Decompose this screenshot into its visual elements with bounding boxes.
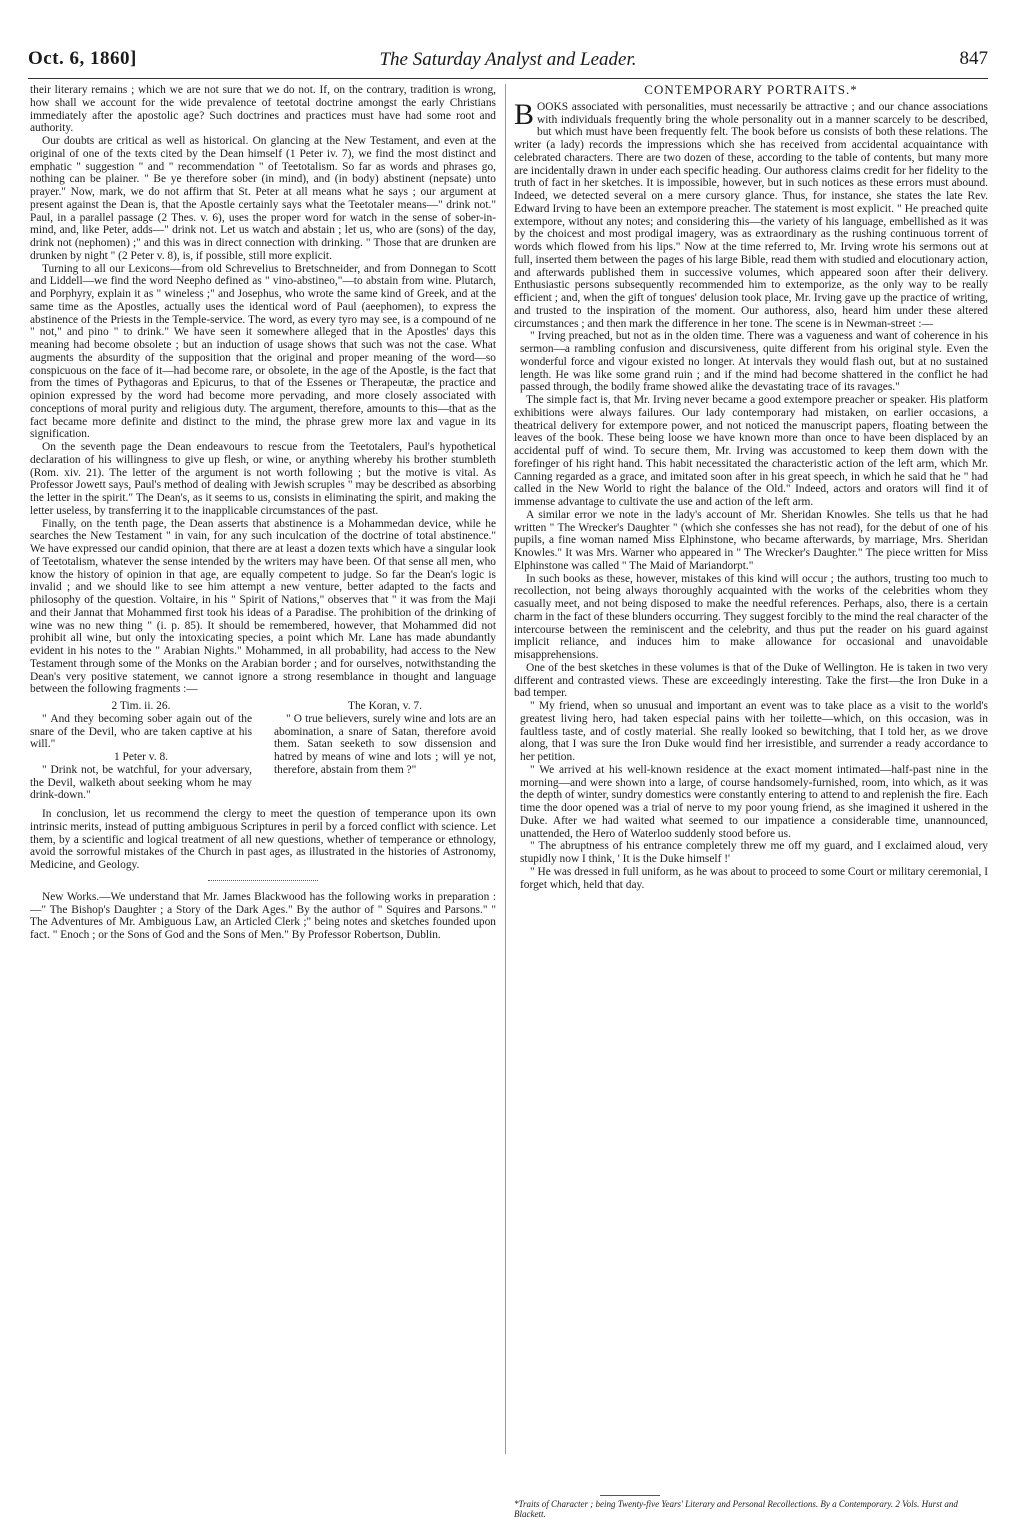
scripture-quotes (30, 700, 252, 802)
section-title: CONTEMPORARY PORTRAITS.* (644, 84, 858, 97)
article-paragraph: The simple fact is, that Mr. Irving never became a good extempore preacher or speaker. His platform exhibitions were always failures. Our lady contemporary had mistaken, on earlier occasions, a theatrical delivery for extempore power, and not noticed the manuscript papers, floating between the leaves of the book. These being loose we have known more than once to have been displaced by an accidental puff of wind. To secure them, Mr. Irving was accustomed to keep them down with the forefinger of his right hand. This habit necessitated the characteristic action of the left arm, which Mr. Canning regarded as a grace, and imitated soon after in his great speech, in which he said that he " had called in the New World to right the balance of the Old." Indeed, actors and orators will find it of immense advantage to cultivate the use and action of the left arm. (514, 394, 988, 508)
article-paragraph: their literary remains ; which we are not sure that we do not. If, on the contrary, tradition is wrong, how shall we account for the wide prevalence of teetotal doctrine amongst the early Christians immediately after the apostolic age? Such doctrines and practices must have had some root and authority. (30, 84, 496, 135)
quoted-passage: " The abruptness of his entrance completely threw me off my guard, and I exclaimed aloud, very stupidly now I think, ' It is the Duke himself !' (520, 840, 988, 865)
article-paragraph (514, 97, 988, 331)
article-paragraph: One of the best sketches in these volumes is that of the Duke of Wellington. He is taken in two very different and contrasted views. These are exceedingly interesting. Take the first—the Iron Duke in a bad temper. (514, 661, 988, 700)
article-paragraph: A similar error we note in the lady's account of Mr. Sheridan Knowles. She tells us that he had written " The Wrecker's Daughter " (which she confesses she has not read), for the debut of one of his pupils, a fine woman named Miss Elphinstone, who became afterwards, by marriage, Mrs. Sheridan Knowles." It was Mrs. Warner who appeared in " The Wrecker's Daughter." The piece written for Miss Elphinstone was called " The Maid of Mariandorpt." (514, 508, 988, 572)
section-separator (208, 880, 318, 881)
right-column (514, 84, 988, 1496)
quoted-passage: " Irving preached, but not as in the olden time. There was a vagueness and want of coherence in his sermon—a rambling confusion and discursiveness, quite different from his original style. Even the wonderful force and vigour existed no longer. At intervals they would flash out, but at no sustained length. He was like some grand ruin ; and if the mind had become shattered in the conflict he had passed through, the bodily frame showed alike the devastating trace of its ravages." (520, 330, 988, 394)
quoted-passage: " We arrived at his well-known residence at the exact moment intimated—half-past nine in the morning—and were shown into a large, of course handsomely-furnished, room, into which, as it was the depth of winter, sundry domestics were constantly entering to attend to and replenish the fire. Each time the door opened was a trial of nerve to my poor young friend, as she imagined it ushered in the Duke. After we had waited what seemed to our impatience a considerable time, unannounced, unattended, the Hero of Waterloo suddenly stood before us. (520, 763, 988, 840)
issue-date: Oct. 6, 1860] (28, 48, 137, 69)
parallel-quotes (30, 700, 496, 802)
quote-text: " Drink not, be watchful, for your adversary, the Devil, walketh about seeking whom he may drink-down." (30, 763, 252, 802)
new-works-notice: New Works.—We understand that Mr. James Blackwood has the following works in preparation :—" The Bishop's Daughter ; a Story of the Dark Ages." By the author of " Squires and Parsons." " The Adventures of Mr. Ambiguous Law, an Articled Clerk ;" being notes and sketches founded upon fact. " Enoch ; or the Sons of God and the Sons of Men." By Professor Robertson, Dublin. (30, 890, 496, 941)
quote-text: " And they becoming sober again out of the snare of the Devil, who are taken captive at his will." (30, 712, 252, 751)
publication-title: The Saturday Analyst and Leader. (379, 49, 637, 70)
article-paragraph: In such books as these, however, mistakes of this kind will occur ; the authors, trusting too much to recollection, not being always thoroughly acquainted with the works of the celebrities whom they casually meet, and not being disposed to make the needful references. Perhaps, also, there is a certain charm in the fact of these blunders occurring. They suggest forcibly to the mind the real character of the intercourse between the reminiscent and the celebrity, and thus put the reader on his guard against implicit reliance, and induces him to make allowance for occasional and unavoidable misapprehensions. (514, 572, 988, 661)
page-number: 847 (959, 48, 988, 69)
quote-reference: 1 Peter v. 8. (114, 751, 168, 763)
quote-reference: The Koran, v. 7. (348, 700, 422, 712)
footnote-rule (600, 1495, 660, 1496)
footnote: *Traits of Character ; being Twenty-five Years' Literary and Personal Recollections. By a Contemporary. 2 Vols. Hurst and Blackett. (514, 1499, 958, 1519)
article-paragraph: On the seventh page the Dean endeavours to rescue from the Teetotalers, Paul's hypothetical declaration of his willingness to give up flesh, or wine, or anything whereby his brother stumbleth (Rom. xiv. 21). The letter of the argument is not worth following ; but the motive is vital. As Professor Jowett says, Paul's method of dealing with Jewish scruples " may be described as absorbing the letter in the spirit." The Dean's, as it seems to us, consists in eliminating the spirit, and making the letter useless, by transferring it to the inapplicable circumstances of the past. (30, 441, 496, 517)
left-column (30, 84, 496, 1389)
koran-quotes (274, 700, 496, 802)
quote-reference: 2 Tim. ii. 26. (111, 700, 171, 712)
conclusion-paragraph: In conclusion, let us recommend the clergy to meet the question of temperance upon its own intrinsic merits, instead of putting ambiguous Scriptures in peril by a forced conflict with science. Let them, by a scientific and logical treatment of all new questions, whether of temperance or ethnology, avoid the sorrowful mistakes of the Church in past ages, as illustrated in the histories of Astronomy, Medicine, and Geology. (30, 808, 496, 871)
column-divider (505, 84, 506, 1454)
quote-text: " O true believers, surely wine and lots are an abomination, a snare of Satan, therefore avoid them. Satan seeketh to sow dissension and hatred by means of wine and lots ; will ye not, therefore, abstain from them ?" (274, 712, 496, 776)
quoted-passage: " My friend, when so unusual and important an event was to take place as a visit to the world's greatest living hero, had taken especial pains with her toilette—which, on this occasion, was in faultless taste, and of costly material. She really looked so bewitching, that I told her, as we drove along, that I was sure the Iron Duke would find her irresistible, and surrender a ready accordance to her petition. (520, 700, 988, 763)
header-rule (28, 78, 988, 79)
opening-text: OOKS associated with personalities, must necessarily be attractive ; and our chance associations with individuals frequently bring the whole personality out in a manner scarcely to be described, but which must have been frequently felt. The book before us consists of both these relations. The writer (a lady) records the impressions which she has received from accidental acquaintance with celebrated characters. There are two dozen of these, according to the table of contents, but many more are incidentally drawn in under each specific heading. Our authoress claims credit for her fidelity to the truth of fact in her sketches. It is impossible, however, but in such notices as these errors must abound. Indeed, we detected several on a mere cursory glance. Thus, for instance, she states the late Rev. Edward Irving to have been an extempore preacher. The statement is most explicit. " He preached quite extempore, without any notes; and considering this—the variety of his language, embellished as it was by the choicest and most prodigal imagery, was as extraordinary as the rushing continuous torrent of words which flowed from his lips." Now at the time referred to, Mr. Irving wrote his sermons out at full, inserted them between the pages of his large Bible, read them with studied and elocutionary action, and afterwards published them in successive volumes, which appeared soon after their delivery. Enthusiastic persons subsequently recommended him to extemporize, as the only way to be really efficient ; and, when the gift of tongues' delusion took place, Mr. Irving gave up the practice of writing, and trusted to the inspiration of the moment. Our authoress, also, heard him under these altered circumstances ; and then mark the difference in her tone. The scene is in Newman-street :— (514, 100, 988, 330)
quoted-passage: " He was dressed in full uniform, as he was about to proceed to some Court or military ceremonial, I forget which, held that day. (520, 865, 988, 891)
page-header (28, 48, 988, 74)
article-paragraph: Turning to all our Lexicons—from old Schrevelius to Bretschneider, and from Donnegan to Scott and Liddell—we find the word Neepho defined as " vino-abstineo,"—to abstain from wine. Plutarch, and Porphyry, explain it as " wineless ;" and Josephus, who wrote the same kind of Greek, and at the same time as the Apostles, actually uses the identical word of Paul (aeephomen), to express the abstinence of the Priests in the Temple-service. The word, as every tyro may see, is a compound of ne " not," and pino " to drink." We have seen it somewhere alleged that in the Apostles' days this meaning had become obsolete ; but an induction of usage shows that such was not the case. What augments the absurdity of the supposition that the original and proper meaning of the word—so conspicuous on the face of it—had become rare, or obsolete, in the age of the Apostle, is the fact that from the times of Pythagoras and Epicurus, to that of the Essenes or Therapeutæ, the practice and opinion expressed by the word had become more pervading, and more closely associated with conceptions of moral purity and religious duty. The argument, therefore, amounts to this—that as the fact became more definite and distinct to the mind, the phrase grew more lax and vague in its signification. (30, 262, 496, 441)
article-paragraph: Our doubts are critical as well as historical. On glancing at the New Testament, and even at the original of one of the texts cited by the Dean himself (1 Peter iv. 7), we find the most distinct and emphatic " suggestion " and " recommendation " of Teetotalism. So far as words and phrases go, nothing can be plainer. " Be ye therefore sober (in mind), and (in body) abstinent (nepsate) unto prayer." Now, mark, we do not affirm that St. Peter at all means what he says ; our argument at present against the Dean is, that the Apostle certainly says what the Teetotaler means—" drink not." Paul, in a parallel passage (2 Thes. v. 6), uses the proper word for watch in the sense of sober-in-mind, and, like Peter, adds—" drink not. Let us watch and abstain ; let us, who are (sons) of the day, drink not (nephomen) ;" and this was in direct connection with drinking. " Those that are drunken are drunken by night " (2 Peter v. 8), is, if possible, still more explicit. (30, 135, 496, 262)
article-paragraph: Finally, on the tenth page, the Dean asserts that abstinence is a Mohammedan device, while he searches the New Testament " in vain, for any such inculcation of the doctrine of total abstinence." We have expressed our candid opinion, that there are at least a dozen texts which have a singular look of Teetotalism, whatever the sense intended by the writers may have been. Of that sense all men, who know the history of opinion in that age, are equally competent to judge. So far the Dean's logic is invalid ; and we should like to see him attempt a new venture, better adapted to the facts and philosophy of the question. Voltaire, in his " Spirit of Nations," observes that " it was from the Maji and their Jannat that Mohammed first took his ideas of a Paradise. The prohibition of the drinking of wine was no new thing " (i. p. 85). It should be remembered, however, that Mohammed did not prohibit all wine, but only the intoxicating species, a point which Mr. Lane has made abundantly evident in his notes to the " Arabian Nights." Mohammed, in all probability, had access to the New Testament through some of the Monks on the Arabian border ; and for ourselves, notwithstanding the Dean's very positive statement, we cannot ignore a strong resemblance in thought and language between the following fragments :— (30, 517, 496, 696)
drop-cap: B (514, 97, 535, 131)
